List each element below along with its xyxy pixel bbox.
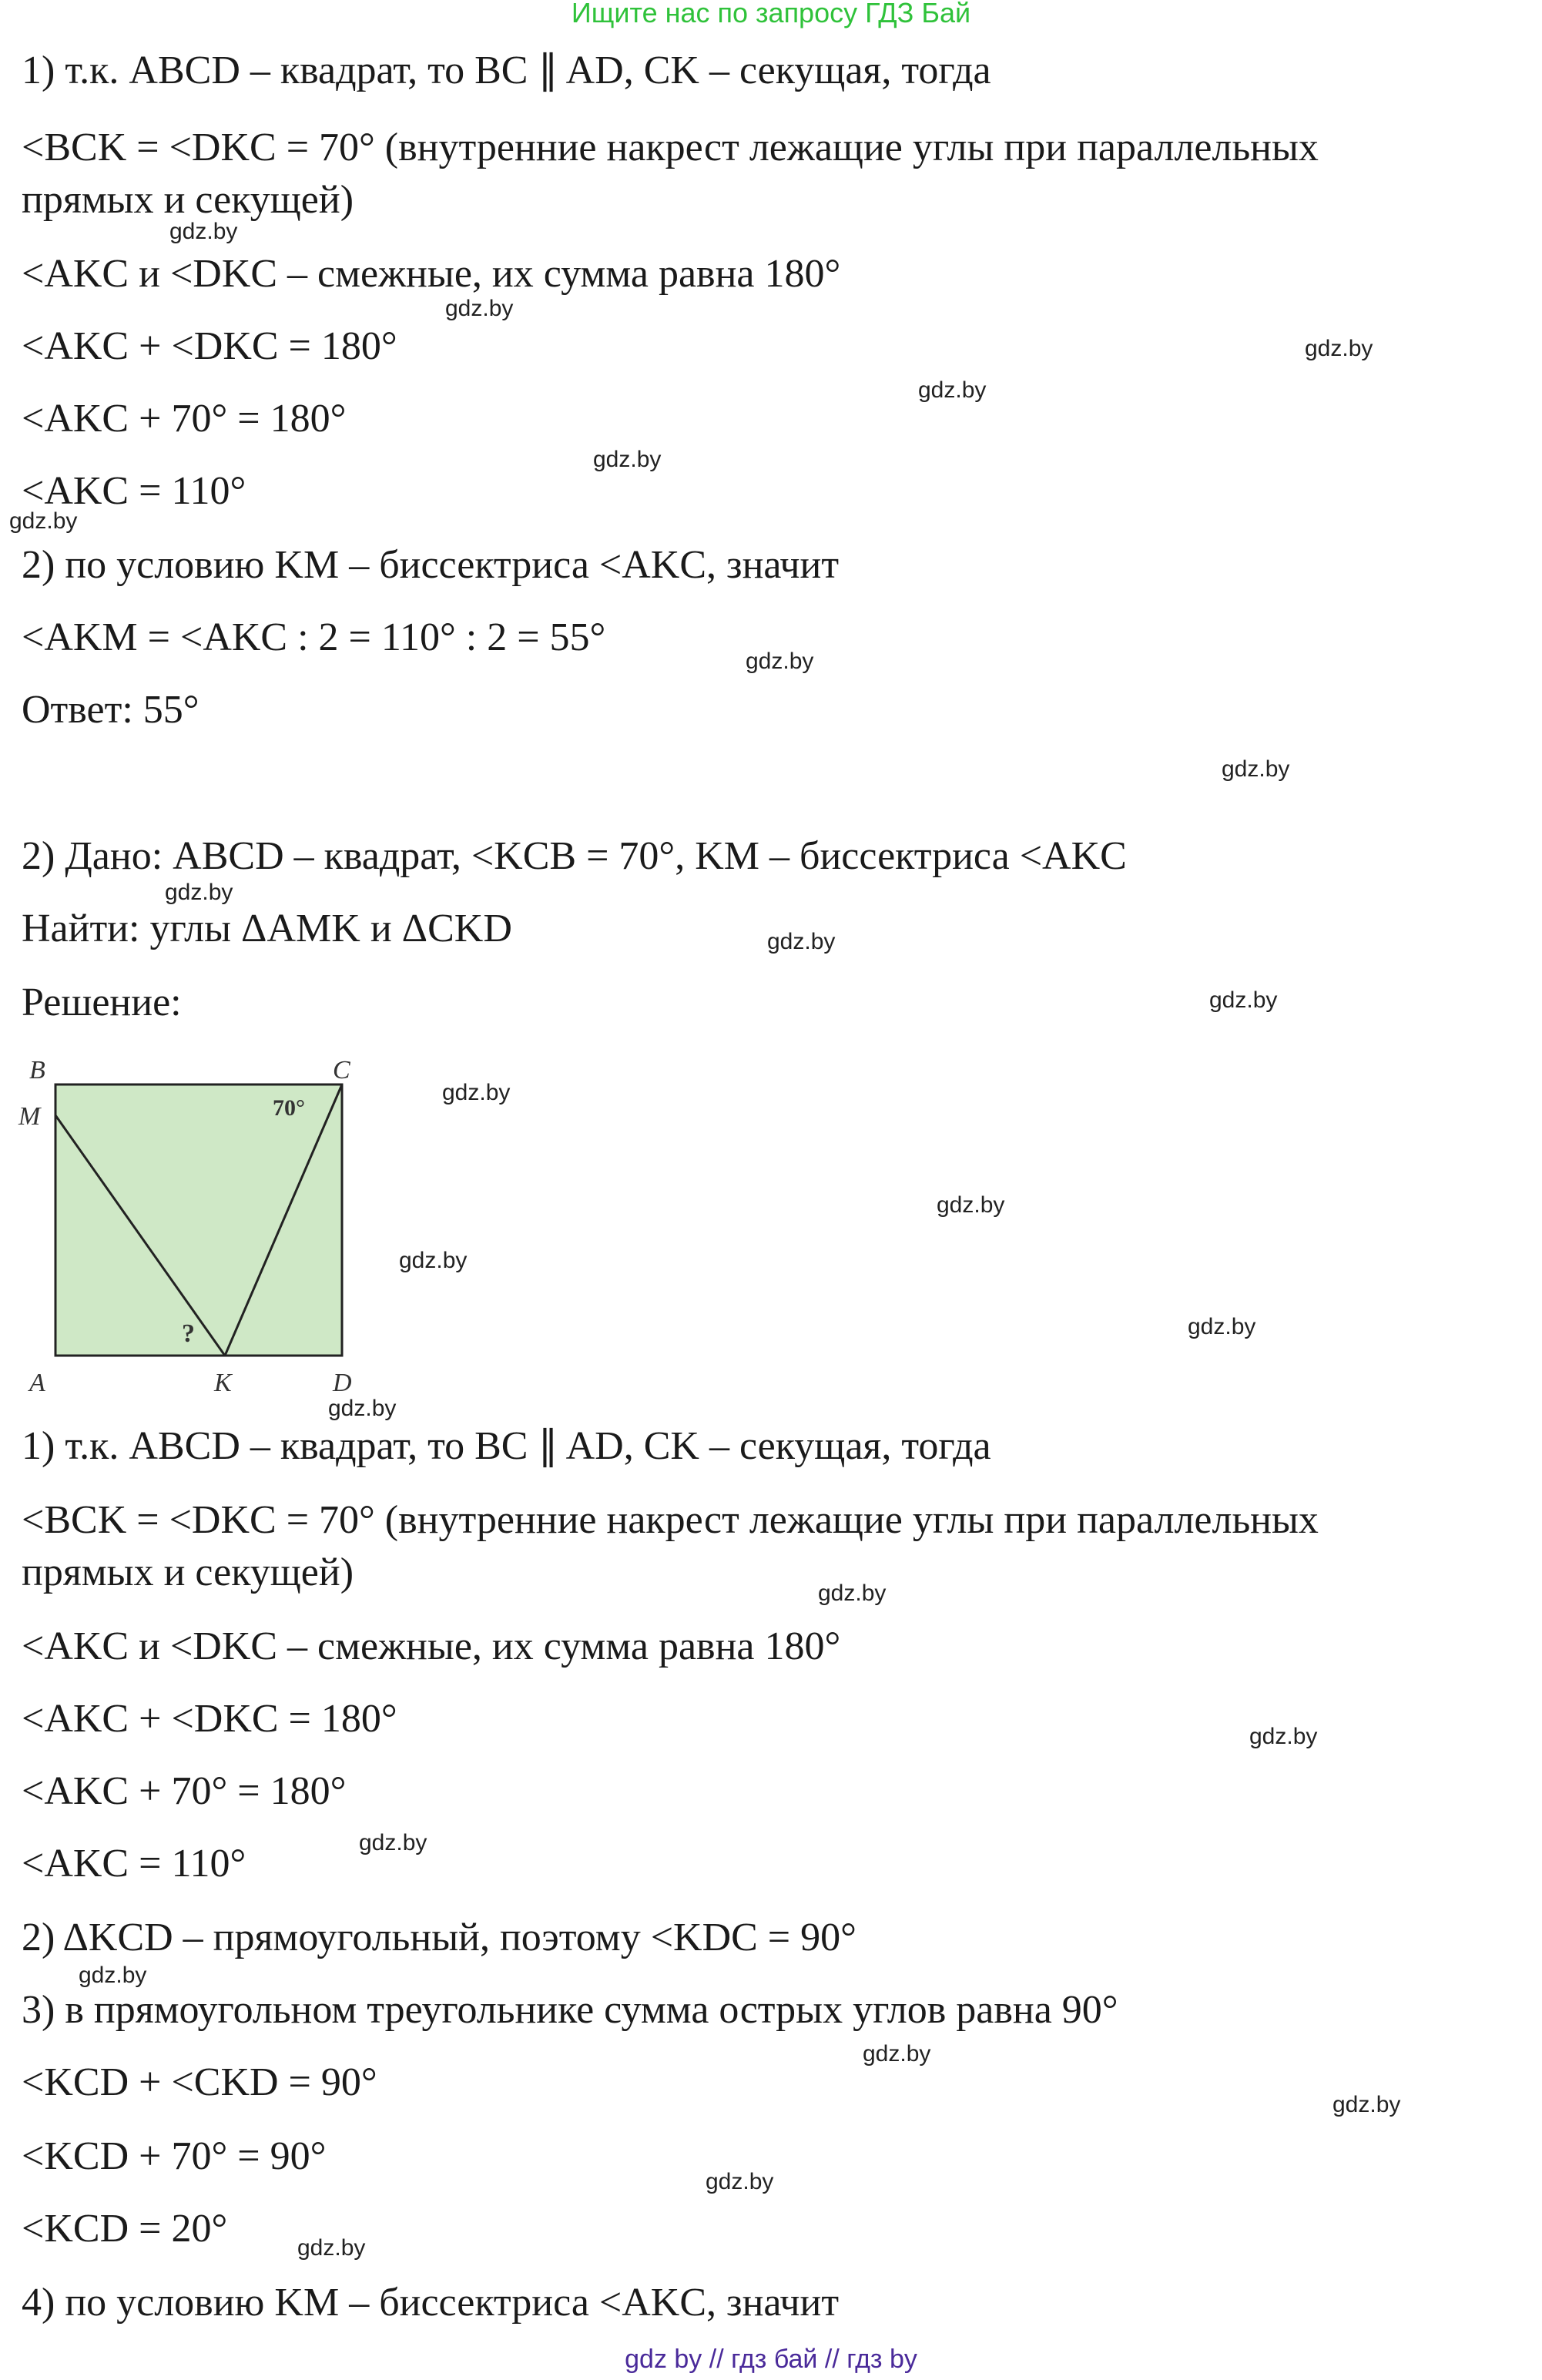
watermark: gdz.by xyxy=(445,296,514,321)
watermark: gdz.by xyxy=(746,649,814,674)
text-line: <AKC = 110° xyxy=(22,469,246,513)
answer-line: Ответ: 55° xyxy=(22,688,199,732)
text-line: 1) т.к. ABCD – квадрат, то BC ∥ AD, CK – секущая, тогда xyxy=(22,49,991,92)
watermark: gdz.by xyxy=(593,447,662,472)
watermark: gdz.by xyxy=(169,219,238,244)
unknown-angle-label: ? xyxy=(182,1319,195,1348)
watermark: gdz.by xyxy=(767,929,836,954)
find-line: Найти: углы ΔAMK и ΔCKD xyxy=(22,907,512,950)
square-figure xyxy=(15,1048,370,1394)
watermark: gdz.by xyxy=(918,377,987,403)
search-banner[interactable]: Ищите нас по запросу ГДЗ Бай xyxy=(571,0,971,28)
watermark: gdz.by xyxy=(297,2235,366,2261)
text-line: <AKC + 70° = 180° xyxy=(22,1769,347,1813)
label-b: B xyxy=(29,1056,45,1084)
watermark: gdz.by xyxy=(937,1192,1005,1218)
text-line: <AKM = <AKC : 2 = 110° : 2 = 55° xyxy=(22,615,606,659)
square-abcd xyxy=(55,1084,342,1356)
label-m: M xyxy=(18,1102,41,1131)
watermark: gdz.by xyxy=(79,1963,147,1988)
angle-70-label: 70° xyxy=(273,1095,305,1121)
text-line: прямых и секущей) xyxy=(22,178,354,222)
text-line: прямых и секущей) xyxy=(22,1550,354,1594)
watermark: gdz.by xyxy=(1188,1314,1256,1339)
text-line: 2) по условию KM – биссектриса <AKC, значит xyxy=(22,543,840,587)
watermark: gdz.by xyxy=(1209,987,1278,1013)
text-line: 2) ΔKCD – прямоугольный, поэтому <KDC = 90° xyxy=(22,1916,856,1959)
watermark: gdz.by xyxy=(863,2041,931,2067)
text-line: <AKC + <DKC = 180° xyxy=(22,1697,397,1741)
solution-heading: Решение: xyxy=(22,980,182,1024)
text-line: <BCK = <DKC = 70° (внутренние накрест лежащие углы при параллельных xyxy=(22,126,1319,169)
watermark: gdz.by xyxy=(1305,336,1373,361)
text-line: <BCK = <DKC = 70° (внутренние накрест лежащие углы при параллельных xyxy=(22,1498,1319,1542)
watermark: gdz.by xyxy=(442,1080,511,1105)
watermark: gdz.by xyxy=(1332,2092,1401,2117)
text-line: <KCD + <CKD = 90° xyxy=(22,2060,377,2104)
watermark: gdz.by xyxy=(399,1248,468,1273)
label-k: K xyxy=(214,1369,232,1394)
watermark: gdz.by xyxy=(1249,1724,1318,1749)
text-line: 1) т.к. ABCD – квадрат, то BC ∥ AD, CK – секущая, тогда xyxy=(22,1424,991,1468)
footer-links[interactable]: gdz by // гдз бай // гдз by xyxy=(625,2345,917,2374)
watermark: gdz.by xyxy=(1222,756,1290,782)
text-line: 3) в прямоугольном треугольнике сумма острых углов равна 90° xyxy=(22,1988,1118,2032)
text-line: <KCD = 20° xyxy=(22,2207,228,2251)
watermark: gdz.by xyxy=(328,1396,397,1421)
text-line: <AKC = 110° xyxy=(22,1842,246,1886)
text-line: <AKC и <DKC – смежные, их сумма равна 180° xyxy=(22,1624,841,1668)
text-line: <AKC + 70° = 180° xyxy=(22,397,347,441)
label-c: C xyxy=(333,1056,350,1084)
text-line: <AKC и <DKC – смежные, их сумма равна 180° xyxy=(22,252,841,296)
text-line: <AKC + <DKC = 180° xyxy=(22,324,397,368)
watermark: gdz.by xyxy=(818,1581,887,1606)
watermark: gdz.by xyxy=(359,1830,427,1855)
label-a: A xyxy=(29,1369,45,1394)
text-line: <KCD + 70° = 90° xyxy=(22,2134,327,2178)
watermark: gdz.by xyxy=(9,508,78,534)
watermark: gdz.by xyxy=(706,2169,774,2194)
label-d: D xyxy=(333,1369,352,1394)
text-line: 4) по условию KM – биссектриса <AKC, значит xyxy=(22,2281,840,2325)
given-line: 2) Дано: ABCD – квадрат, <KCB = 70°, KM – биссектриса <AKC xyxy=(22,834,1127,878)
watermark: gdz.by xyxy=(165,880,233,905)
